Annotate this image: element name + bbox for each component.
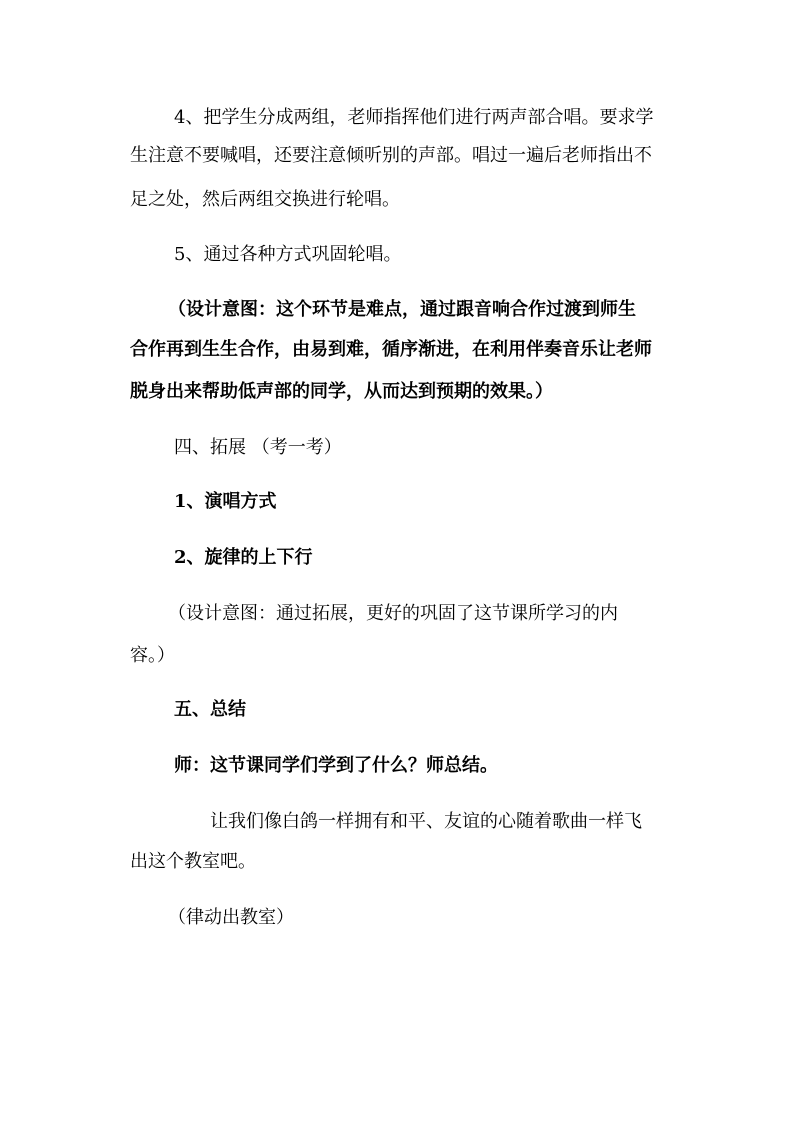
paragraph-4-line-3: 足之处，然后两组交换进行轮唱。 xyxy=(130,189,400,210)
extension-item-2: 2、旋律的上下行 xyxy=(174,547,313,568)
teacher-summary: 师：这节课同学们学到了什么？师总结。 xyxy=(174,755,498,776)
section-4-heading: 四、拓展 （考一考） xyxy=(174,437,342,458)
closing-note: （律动出教室） xyxy=(168,907,294,928)
extension-item-1: 1、演唱方式 xyxy=(174,491,277,512)
paragraph-4-line-1: 4、把学生分成两组，老师指挥他们进行两声部合唱。要求学 xyxy=(174,107,654,128)
design-intent-1-line-1: （设计意图：这个环节是难点，通过跟音响合作过渡到师生 xyxy=(168,299,636,320)
closing-line-2: 出这个教室吧。 xyxy=(130,851,256,872)
paragraph-5: 5、通过各种方式巩固轮唱。 xyxy=(174,244,402,265)
design-intent-1-line-2: 合作再到生生合作，由易到难，循序渐进，在利用伴奏音乐让老师 xyxy=(130,339,652,360)
design-intent-2-line-1: （设计意图：通过拓展，更好的巩固了这节课所学习的内 xyxy=(168,603,618,624)
paragraph-4-line-2: 生注意不要喊唱，还要注意倾听别的声部。唱过一遍后老师指出不 xyxy=(130,145,652,166)
design-intent-1-line-3: 脱身出来帮助低声部的同学，从而达到预期的效果。） xyxy=(130,381,553,402)
section-5-heading: 五、总结 xyxy=(174,699,246,720)
design-intent-2-line-2: 容。） xyxy=(130,645,175,666)
closing-line-1: 让我们像白鸽一样拥有和平、友谊的心随着歌曲一样飞 xyxy=(210,811,642,832)
